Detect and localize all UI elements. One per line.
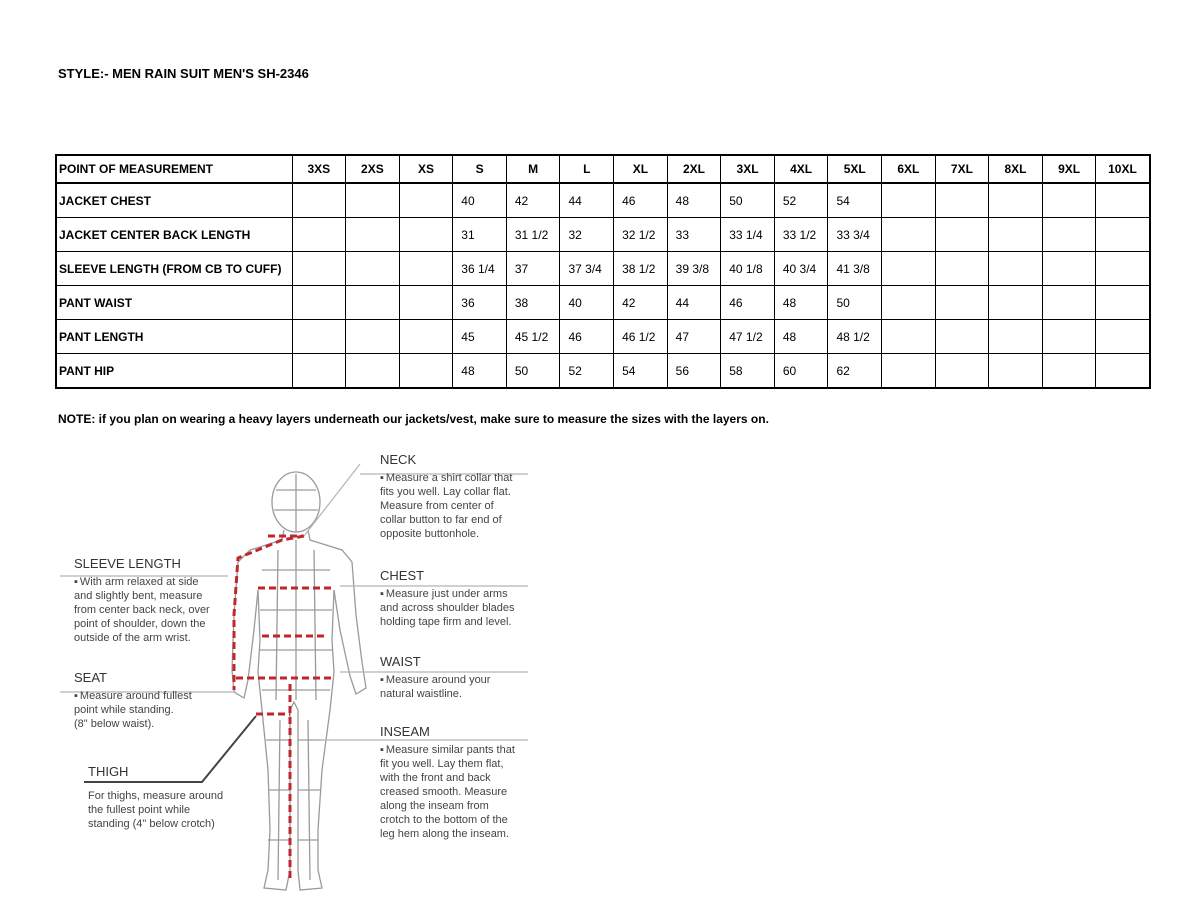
neck-title: NECK (380, 452, 417, 467)
measurement-lines (234, 536, 334, 880)
sleeve-length-title: SLEEVE LENGTH (74, 556, 181, 571)
thigh-title: THIGH (88, 764, 129, 779)
measurement-value-cell (882, 320, 936, 354)
measurement-value-cell: 54 (828, 183, 882, 218)
measurement-value-cell: 38 (506, 286, 560, 320)
measurement-value-cell: 45 1/2 (506, 320, 560, 354)
measurement-name-cell: PANT HIP (56, 354, 292, 389)
measurement-value-cell: 50 (828, 286, 882, 320)
header-size: 5XL (828, 155, 882, 183)
measurement-value-cell: 60 (774, 354, 828, 389)
measurement-value-cell: 46 1/2 (614, 320, 668, 354)
measurement-value-cell: 50 (506, 354, 560, 389)
neck-description: ▪ Measure a shirt collar that fits you well. Lay collar flat. Measure from center of collar button to far end of opposite buttonhole. (380, 471, 512, 541)
measurement-value-cell: 38 1/2 (614, 252, 668, 286)
thigh-guide (88, 764, 223, 831)
measurement-value-cell: 47 (667, 320, 721, 354)
header-size: 3XL (721, 155, 775, 183)
measurement-value-cell: 39 3/8 (667, 252, 721, 286)
measurement-value-cell (1096, 218, 1150, 252)
measurement-value-cell: 48 (453, 354, 507, 389)
measurement-value-cell (292, 354, 346, 389)
measurement-value-cell (292, 320, 346, 354)
measurement-name-cell: PANT LENGTH (56, 320, 292, 354)
measurement-value-cell (292, 183, 346, 218)
measurement-value-cell (1096, 183, 1150, 218)
measurement-value-cell: 44 (560, 183, 614, 218)
measurement-value-cell: 36 (453, 286, 507, 320)
measurement-value-cell (346, 218, 400, 252)
measurement-value-cell (1096, 354, 1150, 389)
measurement-value-cell (882, 354, 936, 389)
measurement-value-cell (1042, 183, 1096, 218)
measurement-value-cell (989, 183, 1043, 218)
style-title: STYLE:- MEN RAIN SUIT MEN'S SH-2346 (58, 66, 309, 81)
waist-title: WAIST (380, 654, 421, 669)
table-row (56, 252, 1150, 286)
measurement-value-cell: 62 (828, 354, 882, 389)
measurement-name-cell: JACKET CENTER BACK LENGTH (56, 218, 292, 252)
measurement-value-cell (399, 183, 453, 218)
header-size: 8XL (989, 155, 1043, 183)
sleeve-length-guide (74, 556, 210, 645)
measurement-value-cell: 33 1/4 (721, 218, 775, 252)
header-size: 4XL (774, 155, 828, 183)
measurement-value-cell (1042, 218, 1096, 252)
size-chart-table (55, 154, 1151, 389)
header-size: 6XL (882, 155, 936, 183)
measurement-value-cell (1042, 320, 1096, 354)
measurement-value-cell (399, 354, 453, 389)
header-size: 7XL (935, 155, 989, 183)
neck-guide (380, 452, 512, 541)
measurement-guide-diagram (0, 440, 560, 924)
header-size: 2XS (346, 155, 400, 183)
measurement-value-cell: 47 1/2 (721, 320, 775, 354)
inseam-guide (380, 724, 515, 841)
table-row (56, 354, 1150, 389)
measurement-value-cell (346, 320, 400, 354)
measurement-value-cell: 48 (667, 183, 721, 218)
waist-guide (380, 654, 490, 701)
measurement-value-cell: 37 (506, 252, 560, 286)
measurement-value-cell (935, 354, 989, 389)
measurement-value-cell (1096, 252, 1150, 286)
measurement-value-cell: 36 1/4 (453, 252, 507, 286)
measurement-value-cell: 42 (614, 286, 668, 320)
measurement-name-cell: SLEEVE LENGTH (FROM CB TO CUFF) (56, 252, 292, 286)
measurement-value-cell: 58 (721, 354, 775, 389)
measurement-value-cell (1042, 354, 1096, 389)
measurement-value-cell (1096, 286, 1150, 320)
table-row (56, 286, 1150, 320)
measurement-value-cell: 32 1/2 (614, 218, 668, 252)
measurement-value-cell (935, 183, 989, 218)
measurement-value-cell (935, 286, 989, 320)
measurement-value-cell: 48 1/2 (828, 320, 882, 354)
measurement-value-cell (989, 354, 1043, 389)
sleeve-length-description: ▪ With arm relaxed at side and slightly bent, measure from center back neck, over point of shoulder, down the outside of the arm wrist. (74, 575, 210, 645)
measurement-value-cell (399, 252, 453, 286)
measurement-value-cell (935, 252, 989, 286)
measurement-value-cell (989, 252, 1043, 286)
measurement-name-cell: PANT WAIST (56, 286, 292, 320)
header-size: S (453, 155, 507, 183)
measurement-value-cell: 33 (667, 218, 721, 252)
measurement-value-cell: 42 (506, 183, 560, 218)
measurement-value-cell (882, 286, 936, 320)
measurement-value-cell (1096, 320, 1150, 354)
measurement-value-cell: 41 3/8 (828, 252, 882, 286)
seat-guide (74, 670, 192, 731)
measurement-value-cell (882, 218, 936, 252)
measurement-value-cell (989, 218, 1043, 252)
header-size: XL (614, 155, 668, 183)
measurement-value-cell (989, 320, 1043, 354)
measurement-value-cell: 48 (774, 286, 828, 320)
measurement-value-cell: 45 (453, 320, 507, 354)
measurement-value-cell (989, 286, 1043, 320)
measurement-value-cell: 40 (453, 183, 507, 218)
measurement-value-cell: 56 (667, 354, 721, 389)
measurement-value-cell (399, 218, 453, 252)
measurement-value-cell (1042, 286, 1096, 320)
table-row (56, 218, 1150, 252)
thigh-description: For thighs, measure around the fullest point while standing (4" below crotch) (88, 790, 224, 830)
measurement-value-cell: 54 (614, 354, 668, 389)
chest-guide (380, 568, 515, 629)
measurement-value-cell: 40 3/4 (774, 252, 828, 286)
measurement-value-cell: 40 (560, 286, 614, 320)
table-row (56, 320, 1150, 354)
measurement-value-cell (346, 252, 400, 286)
measurement-value-cell (346, 183, 400, 218)
measurement-value-cell (882, 183, 936, 218)
header-size: 10XL (1096, 155, 1150, 183)
measurement-value-cell: 37 3/4 (560, 252, 614, 286)
header-point-of-measurement: POINT OF MEASUREMENT (56, 155, 292, 183)
waist-description: ▪ Measure around your natural waistline. (380, 673, 490, 701)
measurement-value-cell: 52 (560, 354, 614, 389)
measurement-value-cell: 44 (667, 286, 721, 320)
measurement-value-cell: 50 (721, 183, 775, 218)
header-size: M (506, 155, 560, 183)
chest-description: ▪ Measure just under arms and across shoulder blades holding tape firm and level. (380, 587, 515, 629)
inseam-title: INSEAM (380, 724, 430, 739)
seat-title: SEAT (74, 670, 107, 685)
measurement-value-cell (292, 286, 346, 320)
measurement-value-cell (292, 252, 346, 286)
measurement-value-cell: 33 1/2 (774, 218, 828, 252)
chest-title: CHEST (380, 568, 425, 583)
table-header-row (56, 155, 1150, 183)
measurement-value-cell: 40 1/8 (721, 252, 775, 286)
measurement-value-cell (1042, 252, 1096, 286)
header-size: 9XL (1042, 155, 1096, 183)
measurement-value-cell (935, 320, 989, 354)
measurement-value-cell: 46 (560, 320, 614, 354)
measurement-value-cell (399, 286, 453, 320)
layering-note: NOTE: if you plan on wearing a heavy layers underneath our jackets/vest, make sure to measure the sizes with the layers on. (58, 412, 769, 426)
measurement-value-cell: 31 1/2 (506, 218, 560, 252)
body-outline (232, 472, 366, 890)
table-row (56, 183, 1150, 218)
measurement-value-cell (882, 252, 936, 286)
measurement-value-cell: 46 (721, 286, 775, 320)
header-size: L (560, 155, 614, 183)
inseam-description: ▪ Measure similar pants that fit you well. Lay them flat, with the front and back creased smooth. Measure along the inseam from crotch to the bottom of the leg hem along the inseam. (380, 743, 515, 841)
measurement-value-cell: 46 (614, 183, 668, 218)
measurement-value-cell (399, 320, 453, 354)
header-size: XS (399, 155, 453, 183)
measurement-value-cell: 32 (560, 218, 614, 252)
measurement-name-cell: JACKET CHEST (56, 183, 292, 218)
measurement-value-cell: 48 (774, 320, 828, 354)
measurement-value-cell (292, 218, 346, 252)
measurement-value-cell (346, 354, 400, 389)
seat-description: ▪ Measure around fullest point while standing. (8" below waist). (74, 689, 192, 731)
measurement-value-cell: 52 (774, 183, 828, 218)
measurement-value-cell (346, 286, 400, 320)
measurement-value-cell (935, 218, 989, 252)
measurement-value-cell: 33 3/4 (828, 218, 882, 252)
header-size: 2XL (667, 155, 721, 183)
measurement-value-cell: 31 (453, 218, 507, 252)
header-size: 3XS (292, 155, 346, 183)
